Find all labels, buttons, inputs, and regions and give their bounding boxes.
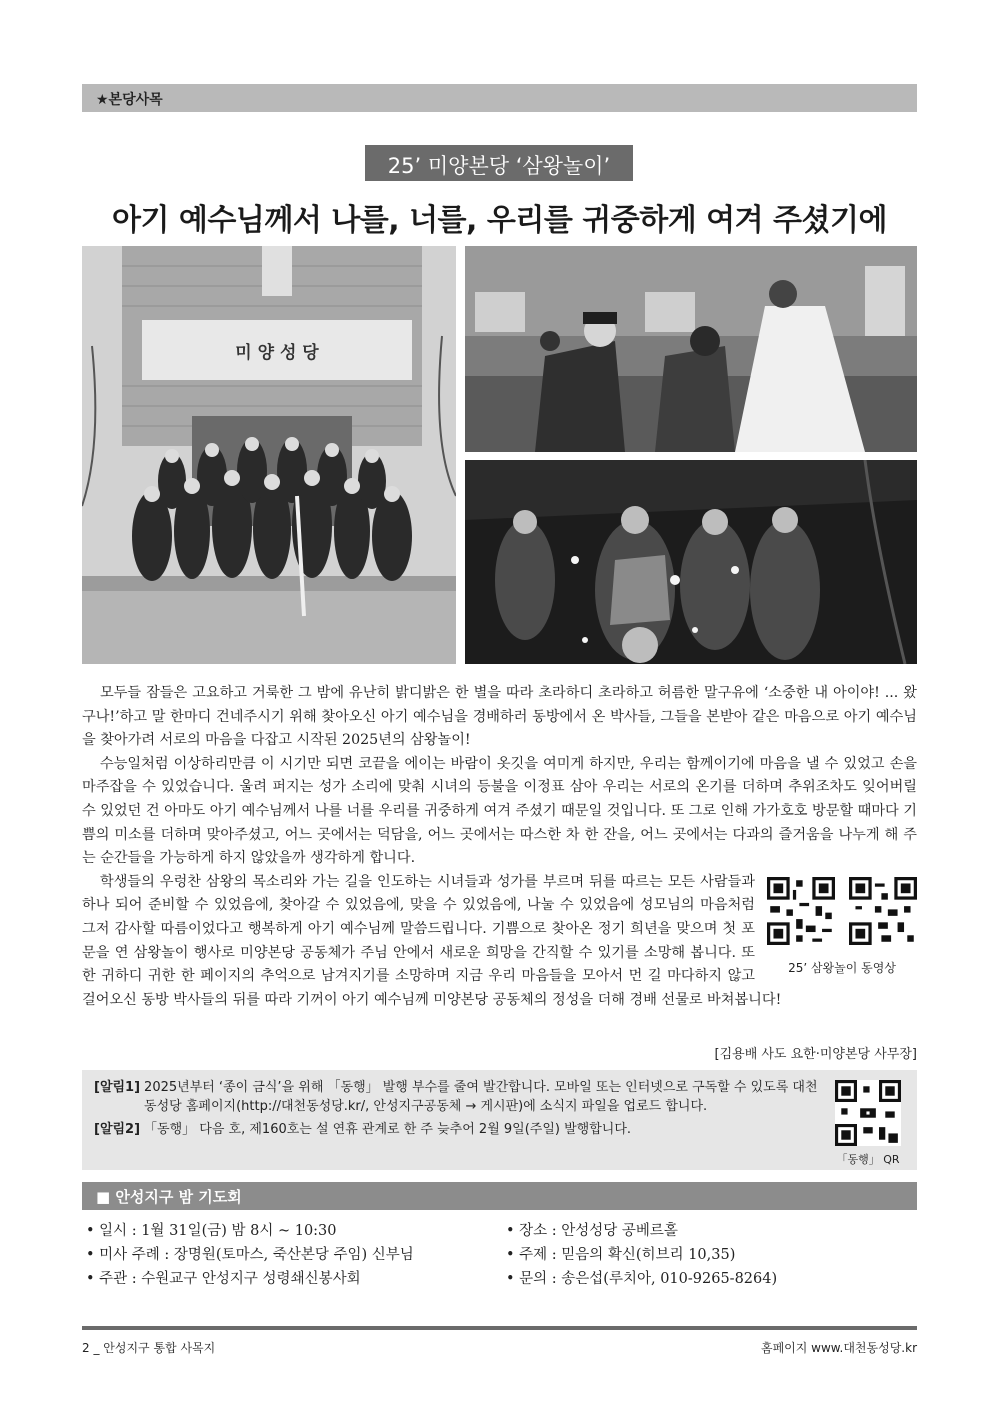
qr-code-icon[interactable] [835, 1080, 901, 1146]
prayer-detail: • 문의 : 송은섭(루치아, 010-9265-8264) [506, 1271, 778, 1287]
prayer-section-header: ■ 안성지구 밤 기도회 [82, 1182, 917, 1210]
article-byline: [김용배 사도 요한·미양본당 사무장] [714, 1047, 917, 1062]
article-paragraph: 학생들의 우렁찬 삼왕의 목소리와 가는 길을 인도하는 시녀들과 성가를 부르며 뒤를 따르는 모든 사람들과 하나 되어 준비할 수 있었음에, 찾아갈 수 있었음에, 맞을 수 있었음에, 나눌 수 있었음에 성모님의 마음처럼 그저 감사할 따름이었다고 행복하게 아기 예수님께 말씀드립니다. 기쁨으로 찾아온 정기 희년을 맞으며 첫 포문을 연 삼왕놀이 행사로 미양본당 공동체가 주님 안에서 새로운 희망을 간직할 수 있기를 소망해 봅니다. 또한 귀하디 귀한 한 페이지의 추억으로 남겨지기를 소망하며 지금 우리 마음들을 모아서 먼 길 마다하지 않고 걸어오신 동방 박사들의 뒤를 따라 기꺼이 아기 예수님께 미양본당 공동체의 정성을 더해 경배 선물로 바쳐봅니다! [82, 873, 782, 1008]
notice-item [94, 1078, 829, 1116]
article-subtitle: 25’ 미양본당 ‘삼왕놀이’ [365, 145, 633, 181]
qr-caption: 「동행」 QR [836, 1153, 900, 1166]
article-body [82, 682, 917, 1012]
notice-text: 「동행」 다음 호, 제160호는 설 연휴 관계로 한 주 늦추어 2월 9일(주일) 발행합니다. [144, 1122, 632, 1137]
article-paragraph: 모두들 잠들은 고요하고 거룩한 그 밤에 유난히 밝디밝은 한 별을 따라 초라하디 초라하고 허름한 말구유에 ‘소중한 내 아이야! ... 왔구나!’하고 말 한마디 건네주시기 위해 찾아오신 아기 예수님을 경배하러 동방에서 온 박사들, 그들을 본받아 같은 마음으로 아기 예수님을 찾아가려 서로의 마음을 다잡고 시작된 2025년의 삼왕놀이! [82, 685, 917, 749]
qr-code-icon[interactable] [767, 877, 835, 945]
prayer-detail: • 미사 주례 : 장명원(토마스, 죽산본당 주임) 신부님 [86, 1247, 414, 1263]
section-header: ★본당사목 [82, 84, 917, 112]
article-paragraph: 수능일처럼 이상하리만큼 이 시기만 되면 코끝을 에이는 바람이 옷깃을 여미게 하지만, 우리는 함께이기에 마음을 낼 수 있었고 손을 마주잡을 수 있었습니다. 울려 퍼지는 성가 소리에 맞춰 시녀의 등불을 이정표 삼아 우리는 서로의 온기를 더하며 추위조차도 잊어버릴 수 있었던 건 아마도 아기 예수님께서 나를 너를 우리를 귀중하게 여겨 주셨기 때문일 것입니다. 또 그로 인해 가가호호 방문할 때마다 기쁨의 미소를 더하며 맞아주셨고, 어느 곳에서는 덕담을, 어느 곳에서는 따스한 차 한 잔을, 어느 곳에서는 다과의 즐거움을 나누게 해 주는 순간들을 가능하게 하지 않았을까 생각하게 합니다. [82, 755, 917, 867]
qr-caption: 25’ 삼왕놀이 동영상 [788, 960, 896, 975]
blessing-photo [465, 246, 917, 452]
notice-item [94, 1120, 829, 1139]
group-photo [82, 246, 456, 664]
night-visit-photo [465, 460, 917, 664]
qr-code-icon[interactable] [849, 877, 917, 945]
notice-tag: [알림2] [94, 1122, 141, 1137]
video-qr-block [767, 877, 917, 981]
church-sign: 미 양 성 당 [235, 343, 319, 363]
prayer-details [86, 1220, 916, 1290]
notice-text: 2025년부터 ‘종이 금식’을 위해 「동행」 발행 부수를 줄여 발간합니다. 모바일 또는 인터넷으로 구독할 수 있도록 대천동성당 홈페이지(http://대천동성당.kr/, 안성지구공동체 → 게시판)에 소식지 파일을 업로드 합니다. [144, 1080, 818, 1114]
prayer-detail: • 주관 : 수원교구 안성지구 성령쇄신봉사회 [86, 1271, 361, 1287]
prayer-detail: • 주제 : 믿음의 확신(히브리 10,35) [506, 1247, 736, 1263]
footer-divider [82, 1326, 917, 1330]
newsletter-qr-block [835, 1080, 901, 1169]
footer-page-label: 2 _ 안성지구 통합 사목지 [82, 1341, 216, 1355]
notice-box [82, 1070, 917, 1170]
prayer-detail: • 일시 : 1월 31일(금) 밤 8시 ~ 10:30 [86, 1223, 337, 1239]
article-headline: 아기 예수님께서 나를, 너를, 우리를 귀중하게 여겨 주셨기에 [112, 203, 887, 238]
notice-tag: [알림1] [94, 1080, 141, 1095]
footer-homepage[interactable]: 홈페이지 www.대천동성당.kr [761, 1341, 917, 1355]
prayer-detail: • 장소 : 안성성당 공베르홀 [506, 1223, 678, 1239]
